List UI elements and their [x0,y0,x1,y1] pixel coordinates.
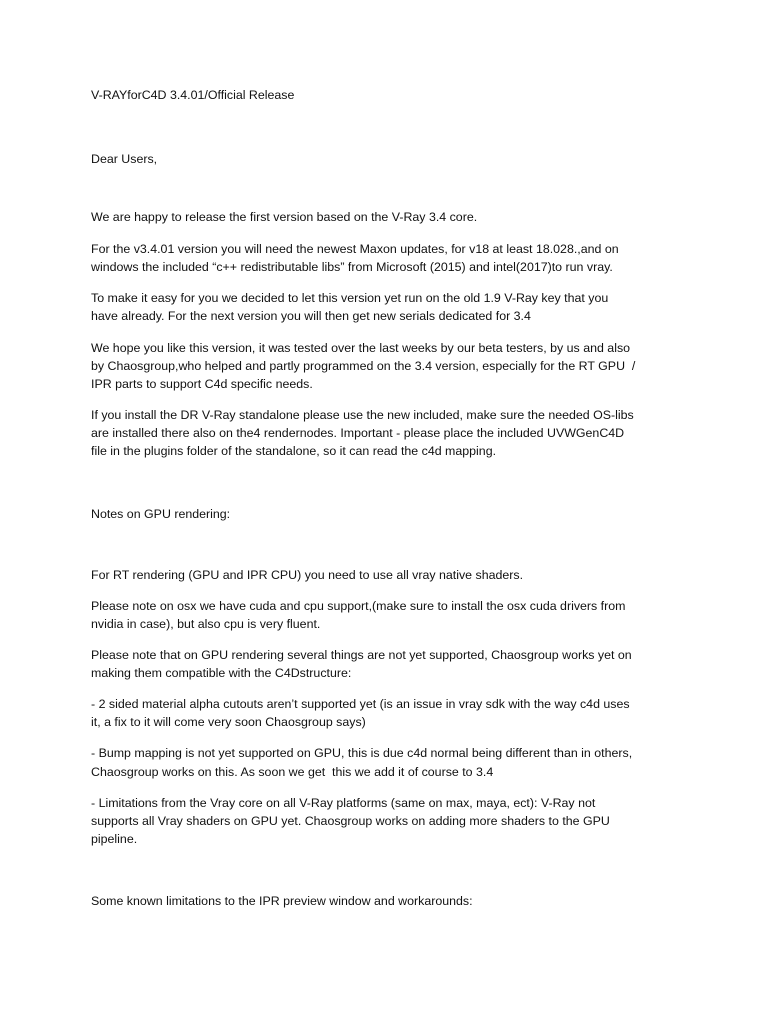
document-title: V-RAYforC4D 3.4.01/Official Release [91,88,295,102]
paragraph-line: We are happy to release the first version based on the V-Ray 3.4 core. [91,210,478,224]
bullet-line: - Bump mapping is not yet supported on GPU, this is due c4d normal being different than in others, [91,746,633,760]
greeting: Dear Users, [91,152,158,166]
paragraph-line: For the v3.4.01 version you will need the newest Maxon updates, for v18 at least 18.028.,and on [91,242,619,256]
paragraph-line: If you install the DR V-Ray standalone please use the new included, make sure the needed OS-libs [91,408,634,422]
paragraph-line: file in the plugins folder of the standalone, so it can read the c4d mapping. [91,444,497,458]
paragraph-line: We hope you like this version, it was tested over the last weeks by our beta testers, by us and also [91,341,631,355]
paragraph-line: have already. For the next version you will then get new serials dedicated for 3.4 [91,309,531,323]
paragraph-line: Please note on osx we have cuda and cpu support,(make sure to install the osx cuda drivers from [91,599,626,613]
bullet-line: pipeline. [91,832,138,846]
bullet-line: - 2 sided material alpha cutouts aren’t supported yet (is an issue in vray sdk with the way c4d uses [91,697,630,711]
section-heading-ipr: Some known limitations to the IPR preview window and workarounds: [91,894,473,908]
bullet-line: it, a fix to it will come very soon Chaosgroup says) [91,715,366,729]
paragraph-line: are installed there also on the4 rendernodes. Important - please place the included UVWGenC4D [91,426,625,440]
paragraph-line: For RT rendering (GPU and IPR CPU) you need to use all vray native shaders. [91,568,524,582]
paragraph-line: IPR parts to support C4d specific needs. [91,377,313,391]
bullet-line: - Limitations from the Vray core on all V-Ray platforms (same on max, maya, ect): V-Ray not [91,796,596,810]
paragraph-line: Please note that on GPU rendering several things are not yet supported, Chaosgroup works yet on [91,648,632,662]
bullet-line: supports all Vray shaders on GPU yet. Chaosgroup works on adding more shaders to the GPU [91,814,610,828]
paragraph-line: by Chaosgroup,who helped and partly programmed on the 3.4 version, especially for the RT GPU / [91,359,636,373]
paragraph-line: making them compatible with the C4Dstructure: [91,666,352,680]
paragraph-line: nvidia in case), but also cpu is very fluent. [91,617,321,631]
paragraph-line: windows the included “c++ redistributable libs” from Microsoft (2015) and intel(2017)to run vray. [91,260,613,274]
bullet-line: Chaosgroup works on this. As soon we get this we add it of course to 3.4 [91,765,494,779]
paragraph-line: To make it easy for you we decided to let this version yet run on the old 1.9 V-Ray key that you [91,291,609,305]
section-heading-gpu: Notes on GPU rendering: [91,507,231,521]
